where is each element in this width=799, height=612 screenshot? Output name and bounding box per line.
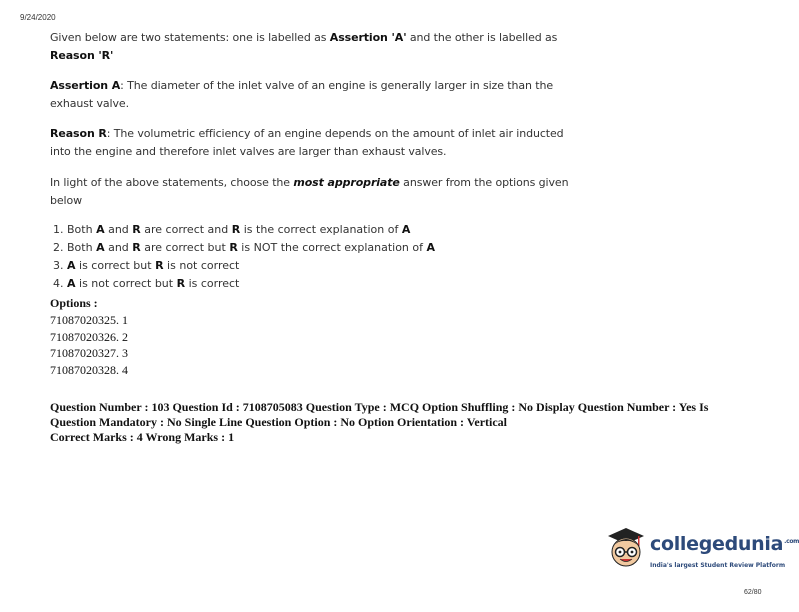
question-metadata: Question Number : 103 Question Id : 7108705083 Question Type : MCQ Option Shuffling : No Display Question Number : Yes Is Question Mandatory : No Single Line Question Option : No Option Orientation : Vertical Correct Marks : 4 Wrong Marks : 1 — [50, 400, 709, 444]
choice-4: 4. A is not correct but R is correct — [53, 277, 240, 290]
option-id-2: 71087020326. 2 — [50, 330, 128, 344]
option-id-1: 71087020325. 1 — [50, 313, 128, 327]
assertion-statement: Assertion A: The diameter of the inlet valve of an engine is generally larger in size than the exhaust valve. — [50, 79, 554, 110]
option-id-3: 71087020327. 3 — [50, 346, 128, 360]
reason-statement: Reason R: The volumetric efficiency of an engine depends on the amount of inlet air inducted into the engine and therefore inlet valves are larger than exhaust valves. — [50, 127, 564, 158]
question-intro: Given below are two statements: one is labelled as Assertion 'A' and the other is labelled as Reason 'R' — [50, 31, 558, 62]
collegedunia-tagline: India's largest Student Review Platform — [650, 562, 786, 569]
choice-3: 3. A is correct but R is not correct — [53, 259, 240, 272]
page-number: 62/80 — [744, 589, 762, 596]
options-heading: Options : — [50, 296, 98, 310]
question-instruction: In light of the above statements, choose the most appropriate answer from the options given below — [50, 176, 569, 207]
choice-1: 1. Both A and R are correct and R is the correct explanation of A — [53, 223, 411, 236]
print-date: 9/24/2020 — [20, 13, 56, 22]
choice-2: 2. Both A and R are correct but R is NOT the correct explanation of A — [53, 241, 436, 254]
option-id-4: 71087020328. 4 — [50, 363, 128, 377]
collegedunia-logo-text: collegedunia$^{.com}$ — [650, 533, 799, 555]
